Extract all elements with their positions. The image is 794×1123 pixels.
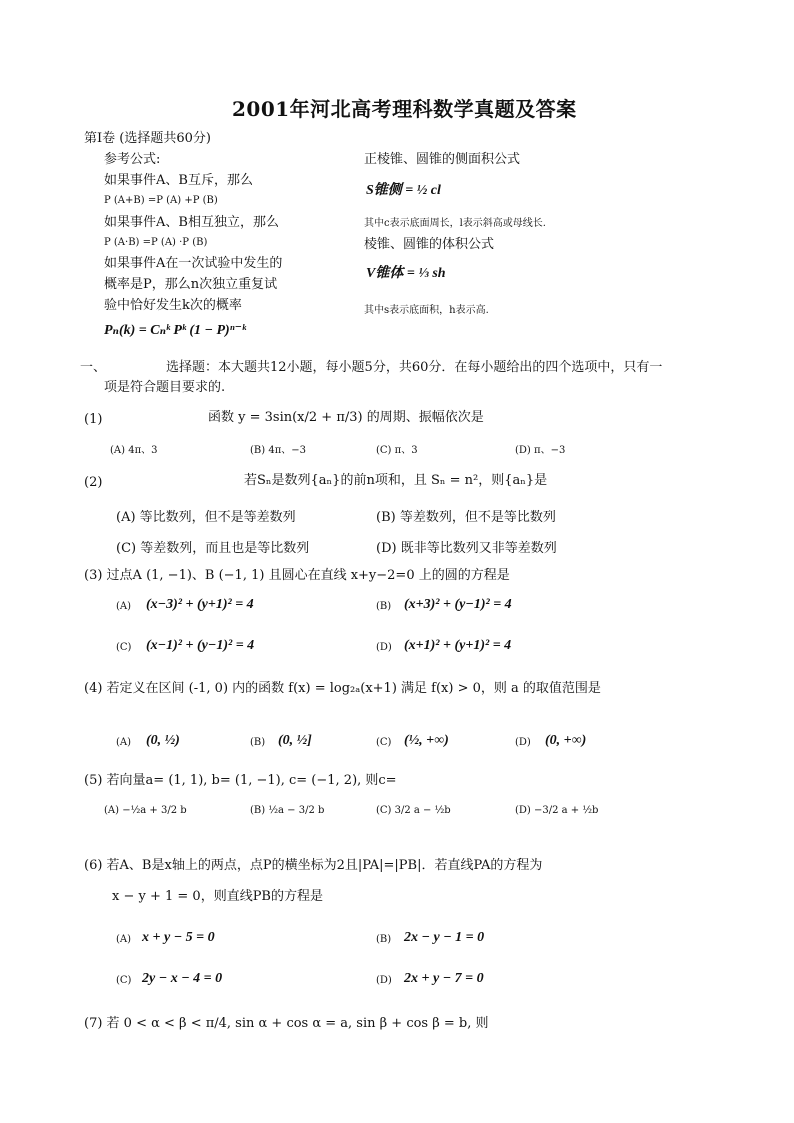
option-label: (B) <box>376 601 392 612</box>
volume-formula: V锥体 = ⅓ sh <box>366 266 446 281</box>
option-c: (C) 3/2 a − ½b <box>376 805 451 816</box>
question-text: 函数 y = 3sin(x/2 + π/3) 的周期、振幅依次是 <box>208 410 484 425</box>
option-d: 2x + y − 7 = 0 <box>404 971 484 986</box>
option-b: (B) 4π、−3 <box>250 445 307 456</box>
option-label: (A) <box>116 601 132 612</box>
option-label: (A) <box>116 934 132 945</box>
option-b: (B) 等差数列，但不是等比数列 <box>376 510 556 525</box>
section-header: 第Ⅰ卷 (选择题共60分) <box>84 131 211 146</box>
option-a: (A) −½a + 3/2 b <box>104 805 187 816</box>
option-b: 2x − y − 1 = 0 <box>404 930 485 945</box>
question-number: (1) <box>84 412 103 427</box>
formulas-heading: 正棱锥、圆锥的侧面积公式 <box>364 152 521 167</box>
option-label: (D) <box>376 975 392 986</box>
option-d: (x+1)² + (y+1)² = 4 <box>404 638 512 653</box>
formula-note: 其中c表示底面周长，l表示斜高或母线长. <box>364 218 546 229</box>
option-a: (A) 等比数列，但不是等差数列 <box>116 510 296 525</box>
option-label: (B) <box>376 934 392 945</box>
formula-text: 如果事件A、B相互独立，那么 <box>104 215 279 230</box>
option-c: 2y − x − 4 = 0 <box>142 971 223 986</box>
page-title: 2001年河北高考理科数学真题及答案 <box>232 97 577 121</box>
part-instructions: 选择题：本大题共12小题，每小题5分，共60分．在每小题给出的四个选项中，只有一 <box>166 360 663 375</box>
question-text: (7) 若 0 < α < β < π/4, sin α + cos α = a, sin β + cos β = b, 则 <box>84 1016 489 1031</box>
part-label: 一、 <box>80 360 107 375</box>
binomial-formula: Pₙ(k) = Cₙᵏ Pᵏ (1 − P)ⁿ⁻ᵏ <box>104 323 246 338</box>
option-c: (x−1)² + (y−1)² = 4 <box>146 638 255 653</box>
lateral-area-formula: S锥侧 = ½ cl <box>366 183 441 198</box>
question-text: 若Sₙ是数列{aₙ}的前n项和，且 Sₙ = n²，则{aₙ}是 <box>244 473 548 488</box>
option-label: (D) <box>376 642 392 653</box>
formula-text: 验中恰好发生k次的概率 <box>104 298 242 313</box>
question-text: (5) 若向量a= (1, 1), b= (1, −1), c= (−1, 2), 则c= <box>84 773 397 788</box>
formula-note: 其中s表示底面积，h表示高. <box>364 305 489 316</box>
option-d: (D) −3/2 a + ½b <box>515 805 599 816</box>
option-a: x + y − 5 = 0 <box>142 930 215 945</box>
option-label: (D) <box>515 737 531 748</box>
formula-text: P (A·B) =P (A) ·P (B) <box>104 237 208 248</box>
formulas-heading: 棱锥、圆锥的体积公式 <box>364 237 495 252</box>
option-a: (A) 4π、3 <box>110 445 158 456</box>
option-b: (B) ½a − 3/2 b <box>250 805 325 816</box>
option-c: (C) 等差数列，而且也是等比数列 <box>116 541 310 556</box>
question-text: x − y + 1 = 0，则直线PB的方程是 <box>112 889 323 904</box>
option-b: (0, ½] <box>278 733 312 748</box>
option-d: (D) 既非等比数列又非等差数列 <box>376 541 557 556</box>
question-text: (6) 若A、B是x轴上的两点，点P的横坐标为2且|PA|=|PB|．若直线PA的方程为 <box>84 858 543 873</box>
option-b: (x+3)² + (y−1)² = 4 <box>404 597 512 612</box>
option-d: (D) π、−3 <box>515 445 566 456</box>
formula-text: P (A+B) =P (A) +P (B) <box>104 195 218 206</box>
formula-text: 概率是P，那么n次独立重复试 <box>104 277 278 292</box>
option-c: (½, +∞) <box>404 733 449 748</box>
option-label: (C) <box>116 642 132 653</box>
option-label: (C) <box>376 737 392 748</box>
option-a: (0, ½) <box>146 733 180 748</box>
option-d: (0, +∞) <box>545 733 587 748</box>
question-text: (4) 若定义在区间 (-1, 0) 内的函数 f(x) = log₂ₐ(x+1) 满足 f(x) > 0，则 a 的取值范围是 <box>84 681 601 696</box>
option-a: (x−3)² + (y+1)² = 4 <box>146 597 254 612</box>
option-label: (C) <box>116 975 132 986</box>
option-label: (B) <box>250 737 266 748</box>
part-instructions: 项是符合题目要求的. <box>104 380 226 395</box>
option-c: (C) π、3 <box>376 445 418 456</box>
formula-text: 如果事件A在一次试验中发生的 <box>104 256 283 271</box>
formulas-heading: 参考公式: <box>104 152 161 167</box>
question-number: (2) <box>84 475 103 490</box>
option-label: (A) <box>116 737 132 748</box>
formula-text: 如果事件A、B互斥，那么 <box>104 173 253 188</box>
question-text: (3) 过点A (1, −1)、B (−1, 1) 且圆心在直线 x+y−2=0 上的圆的方程是 <box>84 568 510 583</box>
